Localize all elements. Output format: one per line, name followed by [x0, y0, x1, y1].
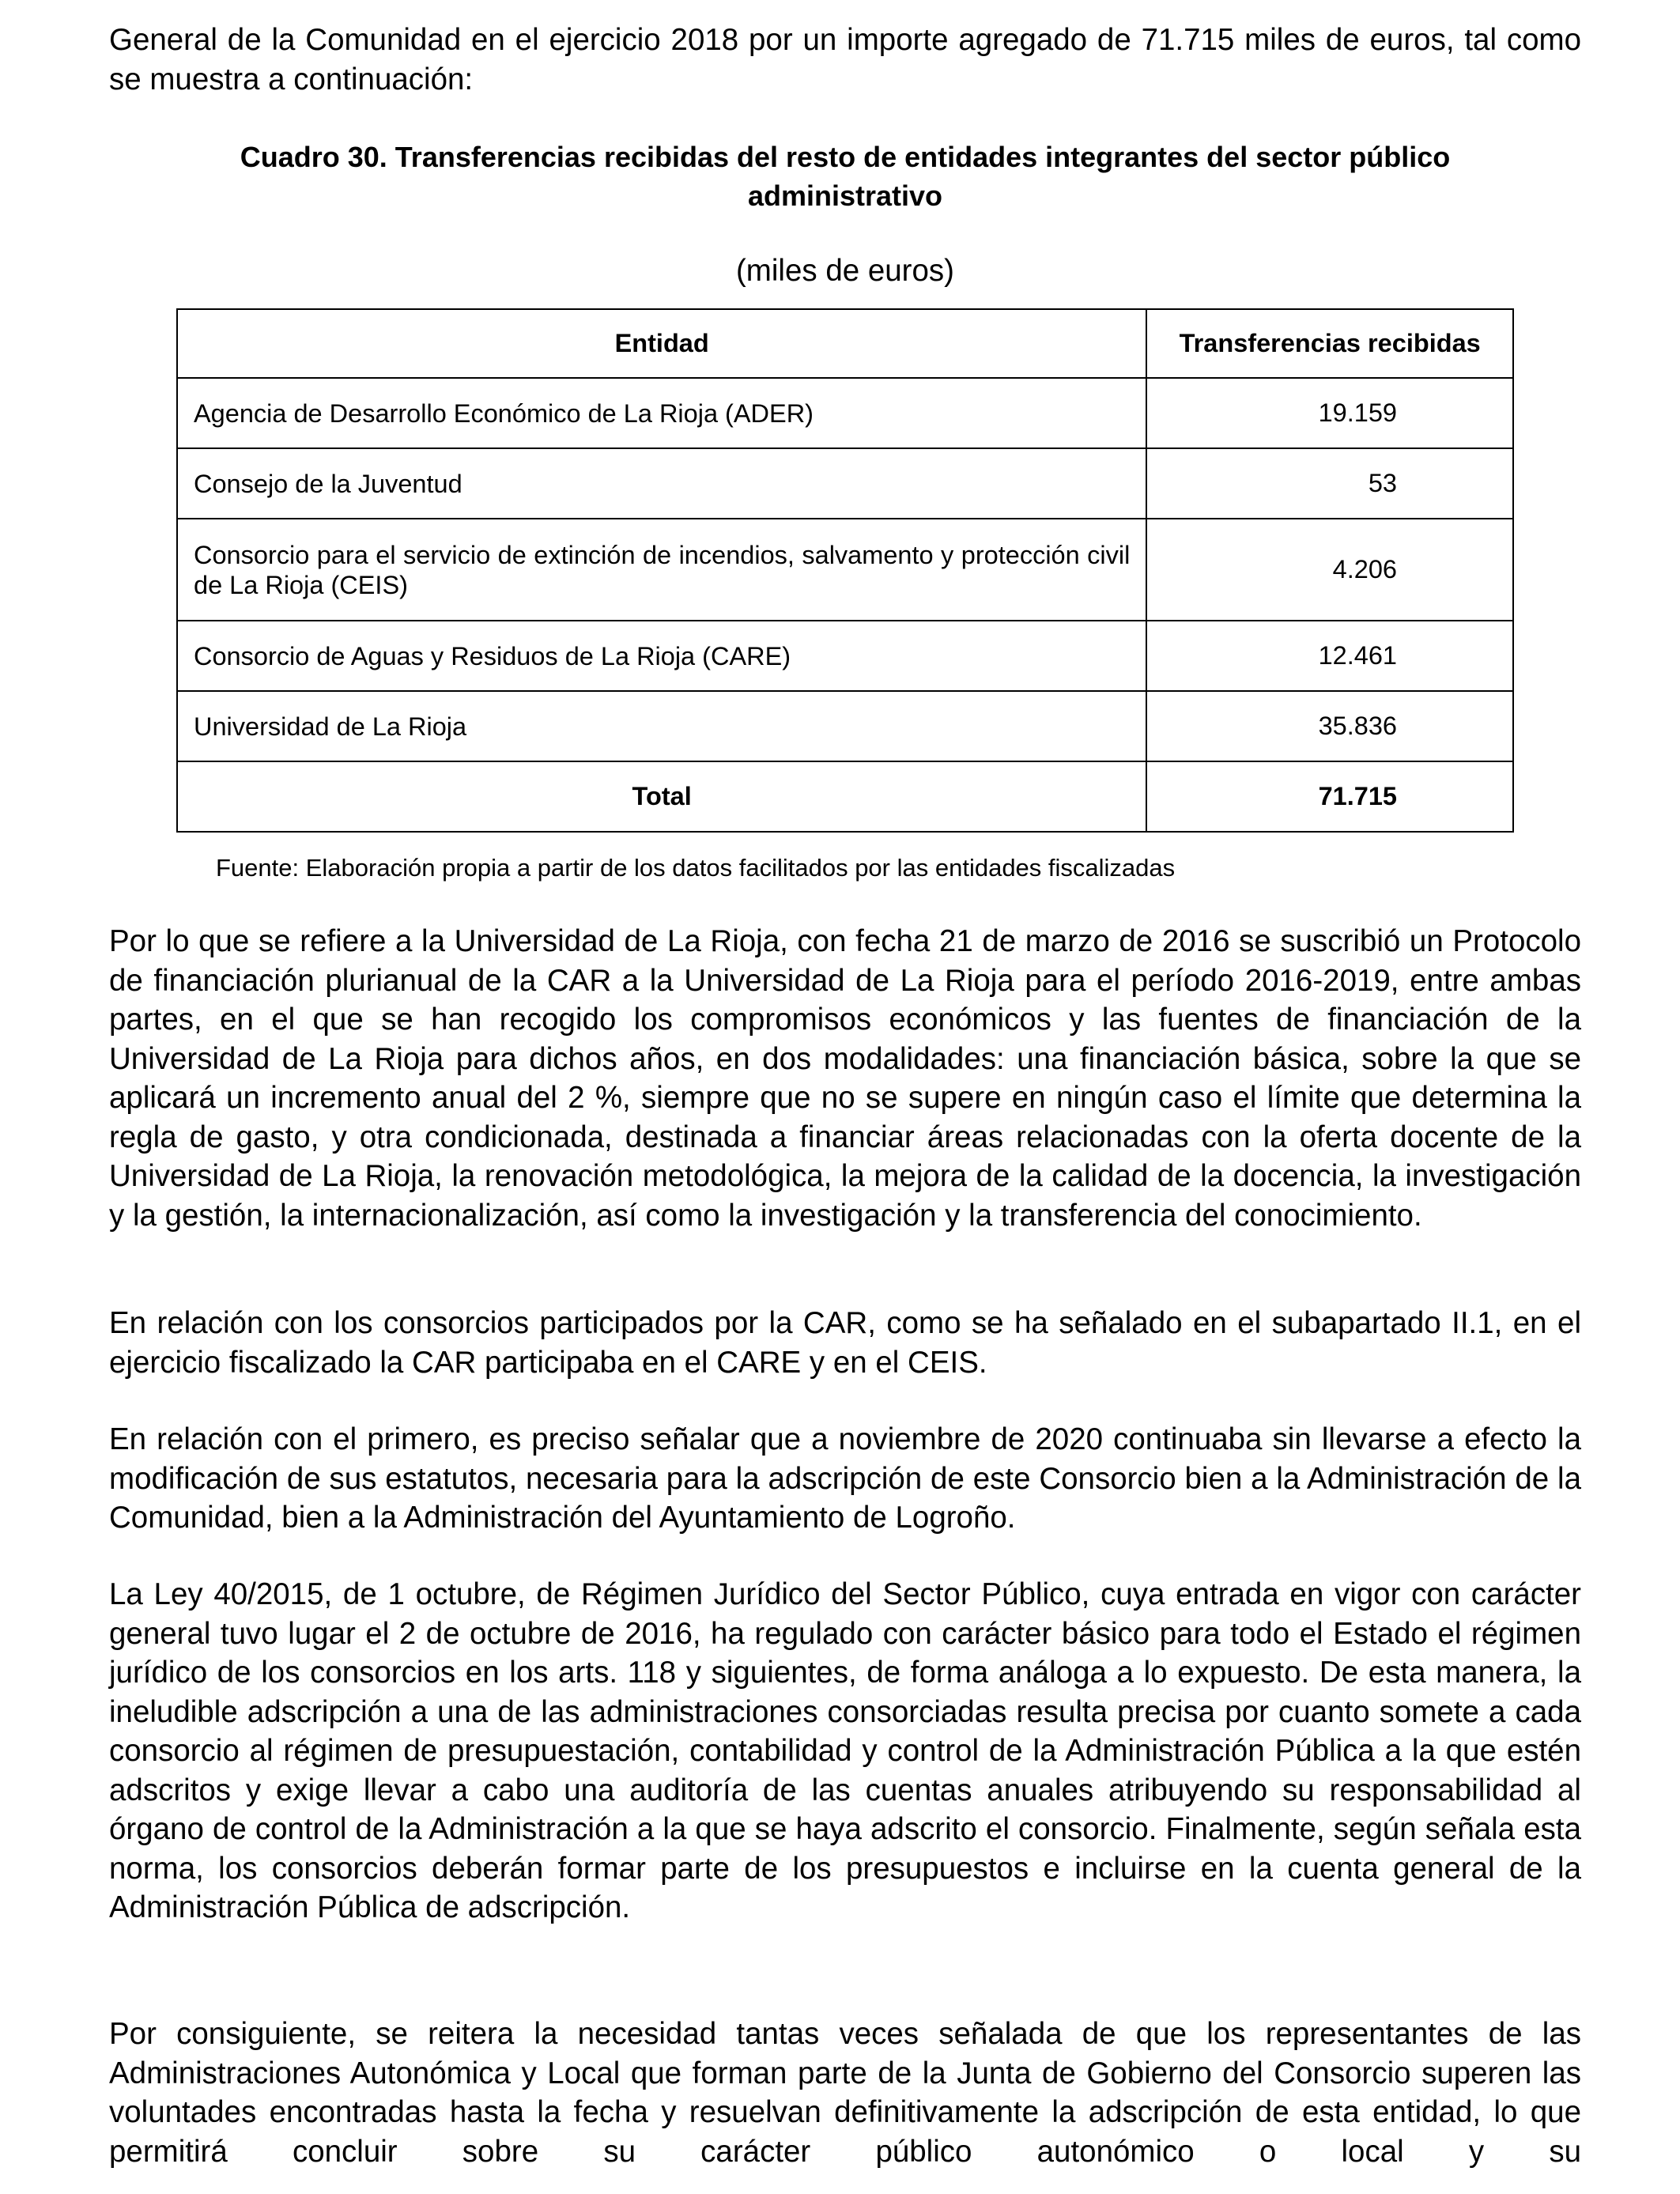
table-caption-text: Cuadro 30. Transferencias recibidas del resto de entidades integrantes del sector público administrativo [240, 141, 1451, 212]
table-total-row [177, 761, 1513, 832]
paragraph-consortia: En relación con los consorcios participados por la CAR, como se ha señalado en el subapartado II.1, en el ejercicio fiscalizado la CAR participaba en el CARE y en el CEIS. [109, 1306, 1581, 1380]
paragraph-care: En relación con el primero, es preciso señalar que a noviembre de 2020 continuaba sin llevarse a efecto la modificación de sus estatutos, necesaria para la adscripción de este Consorcio bien a la Administración de la Comunidad, bien a la Administración del Ayuntamiento de Logroño. [109, 1422, 1581, 1535]
paragraph-conclusion: Por consiguiente, se reitera la necesidad tantas veces señalada de que los representantes de las Administraciones Autonómica y Local que forman parte de la Junta de Gobierno del Consorcio superen las voluntades encontradas hasta la fecha y resuelvan definitivamente la adscripción de esta entidad, lo que permitirá concluir sobre su carácter público autonómico o local y su [109, 2017, 1581, 2169]
value-cell: 4.206 [1146, 519, 1513, 621]
total-value: 71.715 [1146, 761, 1513, 832]
value-cell: 19.159 [1146, 378, 1513, 448]
table-units: (miles de euros) [735, 254, 954, 288]
value-cell: 35.836 [1146, 691, 1513, 761]
table-row [177, 519, 1513, 621]
paragraph-law: La Ley 40/2015, de 1 octubre, de Régimen Jurídico del Sector Público, cuya entrada en vigor con carácter general tuvo lugar el 2 de octubre de 2016, ha regulado con carácter básico para todo el Estado el régimen jurídico de los consorcios en los arts. 118 y siguientes, de forma análoga a lo expuesto. De esta manera, la ineludible adscripción a una de las administraciones consorciadas resulta precisa por cuanto somete a cada consorcio al régimen de presupuestación, contabilidad y control de la Administración Pública a la que estén adscritos y exige llevar a cabo una auditoría de las cuentas anuales atribuyendo su responsabilidad al órgano de control de la Administración a la que se haya adscrito el consorcio. Finalmente, según señala esta norma, los consorcios deberán formar parte de los presupuestos e incluirse en la cuenta general de la Administración Pública de adscripción. [109, 1577, 1581, 1924]
table-row [177, 378, 1513, 448]
entity-cell: Consorcio de Aguas y Residuos de La Rioja (CARE) [177, 621, 1146, 691]
entity-cell: Agencia de Desarrollo Económico de La Rioja (ADER) [177, 378, 1146, 448]
table-row [177, 448, 1513, 519]
value-cell: 53 [1146, 448, 1513, 519]
total-label: Total [177, 761, 1146, 832]
table-source: Fuente: Elaboración propia a partir de los datos facilitados por las entidades fiscalizadas [216, 854, 1176, 882]
transfers-table [176, 308, 1514, 833]
entity-cell: Consorcio para el servicio de extinción de incendios, salvamento y protección civil de La Rioja (CEIS) [177, 519, 1146, 621]
table-row [177, 621, 1513, 691]
intro-paragraph: General de la Comunidad en el ejercicio 2018 por un importe agregado de 71.715 miles de euros, tal como se muestra a continuación: [109, 23, 1581, 96]
paragraph-university: Por lo que se refiere a la Universidad de La Rioja, con fecha 21 de marzo de 2016 se suscribió un Protocolo de financiación plurianual de la CAR a la Universidad de La Rioja para el período 2016-2019, entre ambas partes, en el que se han recogido los compromisos económicos y las fuentes de financiación de la Universidad de La Rioja para dichos años, en dos modalidades: una financiación básica, sobre la que se aplicará un incremento anual del 2 %, siempre que no se supere en ningún caso el límite que determina la regla de gasto, y otra condicionada, destinada a financiar áreas relacionadas con la oferta docente de la Universidad de La Rioja, la renovación metodológica, la mejora de la calidad de la docencia, la investigación y la gestión, la internacionalización, así como la investigación y la transferencia del conocimiento. [109, 924, 1581, 1233]
table-row [177, 691, 1513, 761]
column-header-entity: Entidad [177, 309, 1146, 378]
table-header-row [177, 309, 1513, 378]
table-caption [109, 138, 1581, 215]
entity-cell: Consejo de la Juventud [177, 448, 1146, 519]
entity-cell: Universidad de La Rioja [177, 691, 1146, 761]
value-cell: 12.461 [1146, 621, 1513, 691]
column-header-transfers: Transferencias recibidas [1146, 309, 1513, 378]
